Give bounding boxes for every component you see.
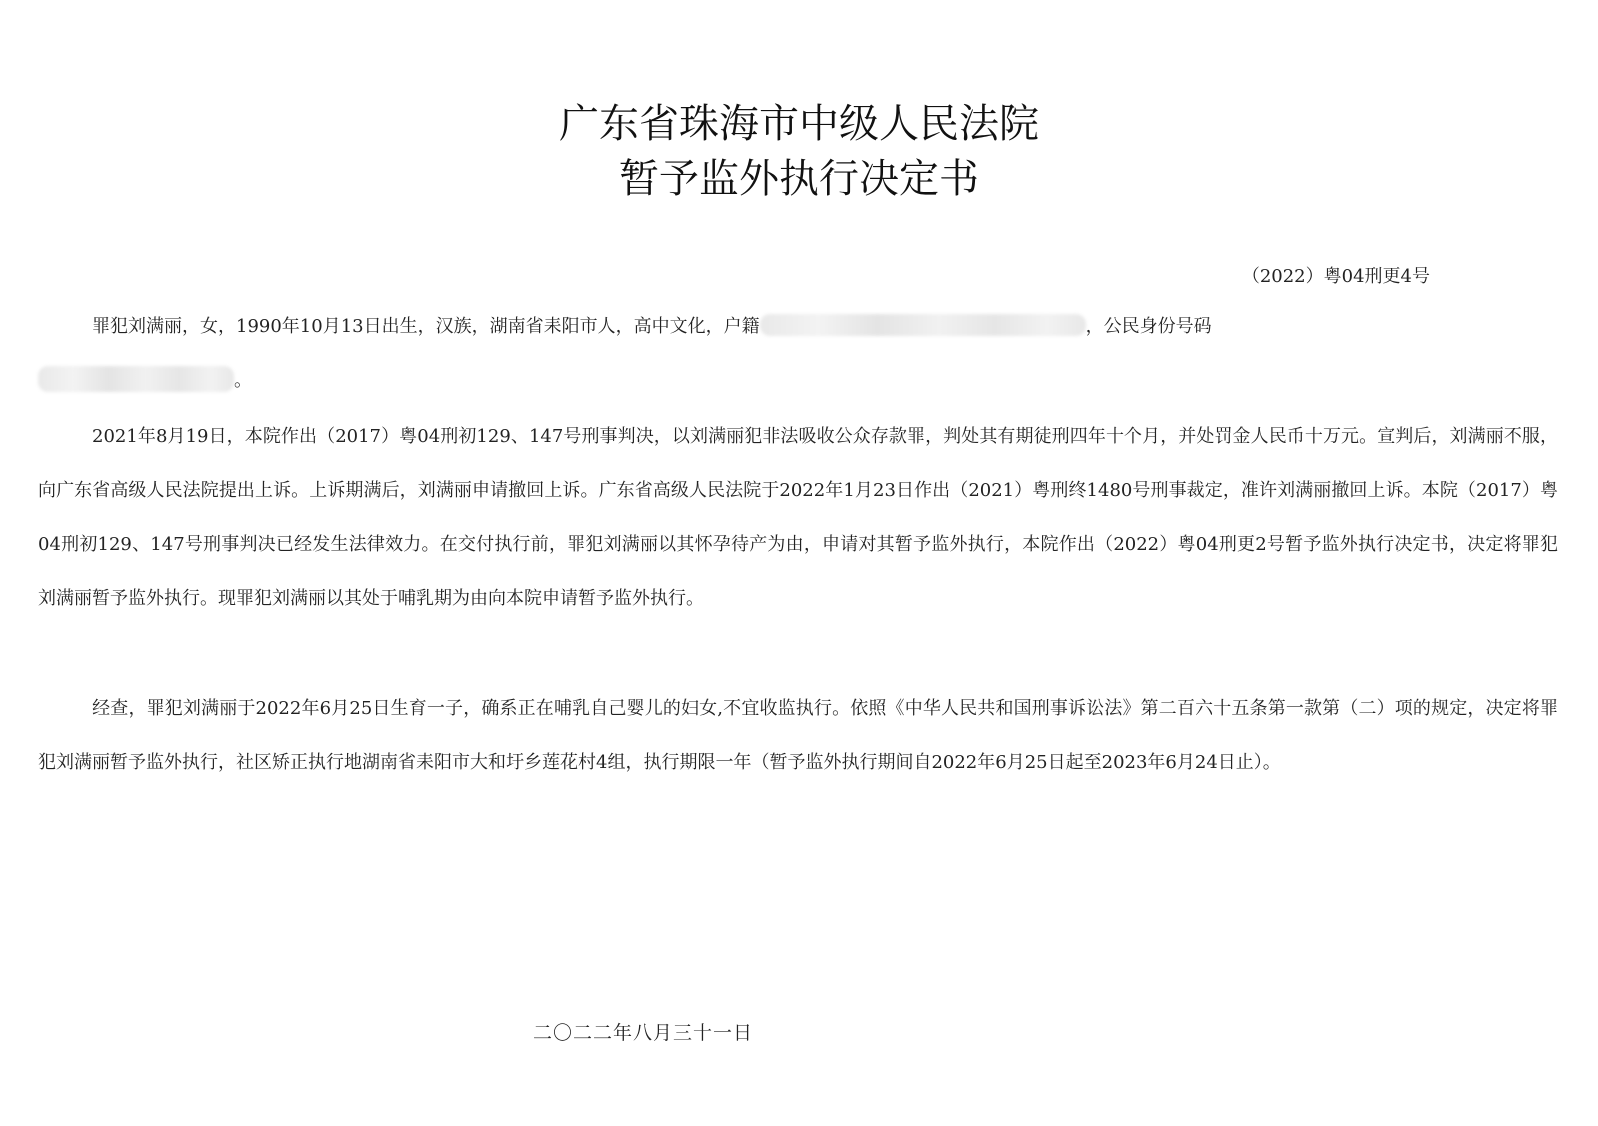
document-type-title: 暂予监外执行决定书 bbox=[619, 156, 979, 202]
id-label-text: ，公民身份号码 bbox=[1085, 316, 1212, 337]
redacted-id-number bbox=[38, 366, 234, 392]
decision-text: 经查，罪犯刘满丽于2022年6月25日生育一子，确系正在哺乳自己婴儿的妇女,不宜收监执行。依照《中华人民共和国刑事诉讼法》第二百六十五条第一款第（二）项的规定，决定将罪犯刘满丽暂予监外执行，社区矫正执行地湖南省耒阳市大和圩乡莲花村4组，执行期限一年（暂予监外执行期间自2022年6月25日起至2023年6月24日止）。 bbox=[38, 698, 1558, 773]
case-history-text: 2021年8月19日，本院作出（2017）粤04刑初129、147号刑事判决，以刘满丽犯非法吸收公众存款罪，判处其有期徒刑四年十个月，并处罚金人民币十万元。宣判后，刘满丽不服，向广东省高级人民法院提出上诉。上诉期满后，刘满丽申请撤回上诉。广东省高级人民法院于2022年1月23日作出（2021）粤刑终1480号刑事裁定，准许刘满丽撤回上诉。本院（2017）粤04刑初129、147号刑事判决已经发生法律效力。在交付执行前，罪犯刘满丽以其怀孕待产为由，申请对其暂予监外执行，本院作出（2022）粤04刑更2号暂予监外执行决定书，决定将罪犯刘满丽暂予监外执行。现罪犯刘满丽以其处于哺乳期为由向本院申请暂予监外执行。 bbox=[38, 426, 1558, 609]
paragraph-decision bbox=[38, 682, 1558, 790]
paragraph-case-history bbox=[38, 410, 1558, 626]
paragraph-defendant-info bbox=[38, 300, 1558, 408]
document-date: 二〇二二年八月三十一日 bbox=[533, 1022, 754, 1044]
defendant-info-text: 罪犯刘满丽，女，1990年10月13日出生，汉族，湖南省耒阳市人，高中文化，户籍 bbox=[92, 316, 760, 337]
court-name: 广东省珠海市中级人民法院 bbox=[559, 101, 1039, 147]
case-number: （2022）粤04刑更4号 bbox=[1241, 266, 1430, 287]
redacted-address bbox=[760, 314, 1086, 336]
sentence-end: 。 bbox=[234, 370, 252, 391]
